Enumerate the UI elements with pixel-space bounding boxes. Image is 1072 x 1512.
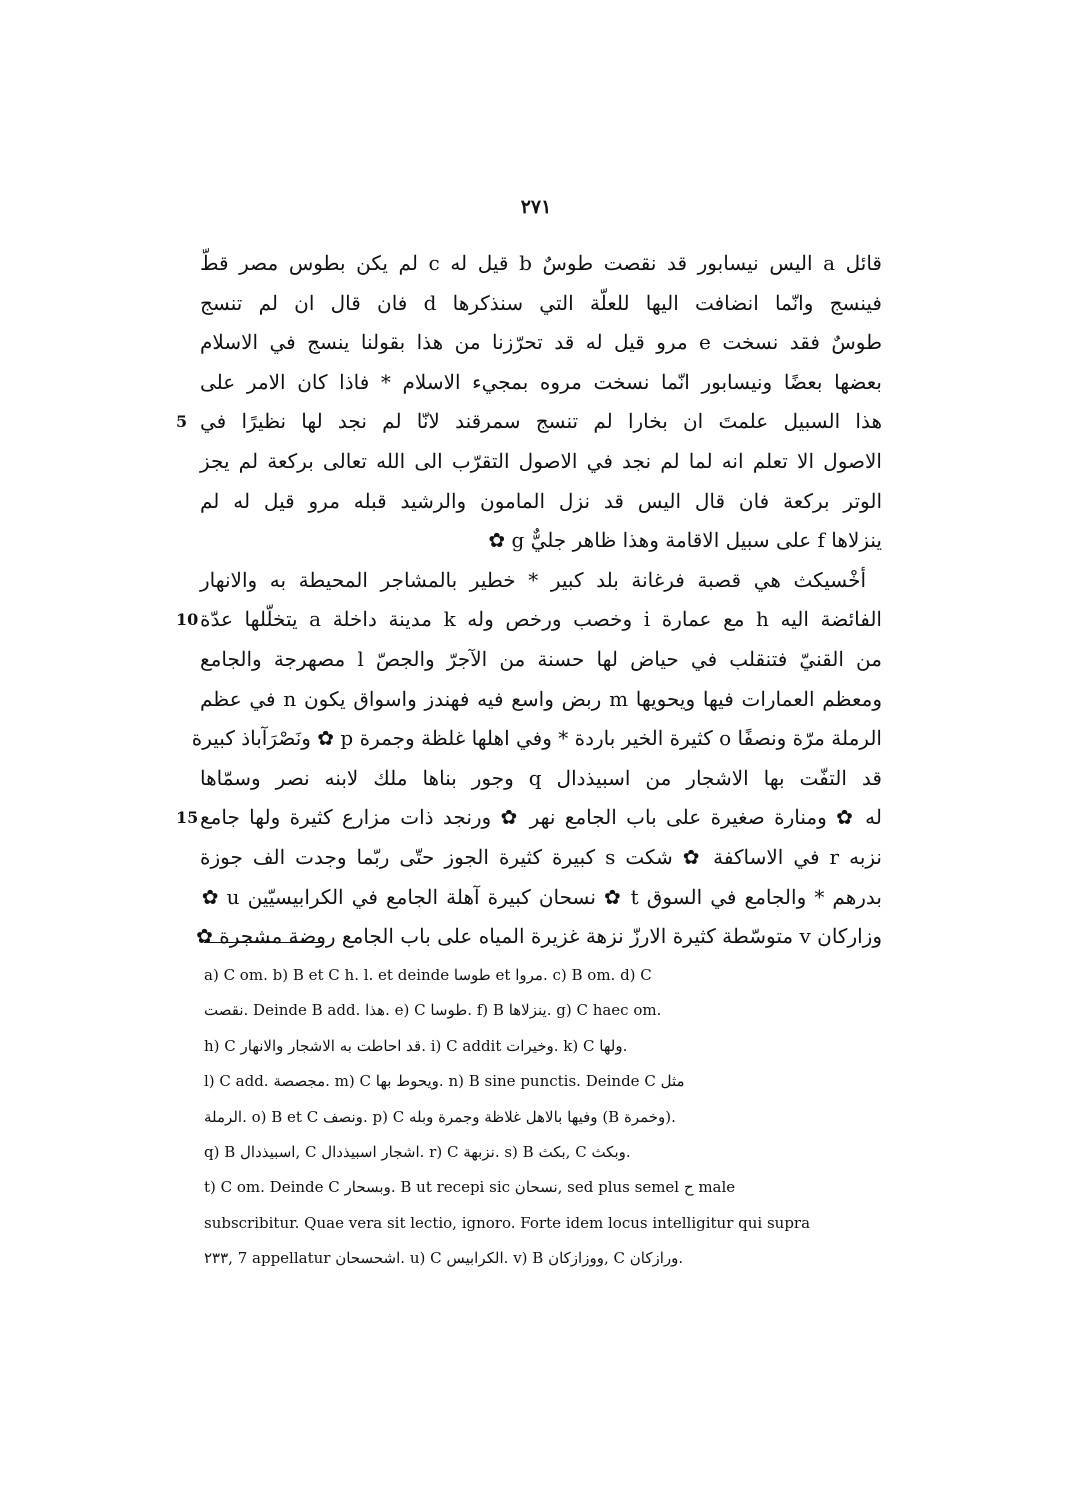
text-line (140, 482, 940, 522)
footnote-line: a) C om. b) B et C h. l. et deinde طوسا et مروا. c) B om. d) C (204, 966, 652, 984)
text-line-content: بعضها بعضًا ونيسابور انّما نسخت مروه بمجيء الاسلام * فاذا كان الامر على (200, 369, 882, 394)
line-number: 10 (176, 610, 199, 630)
text-line-content: قائل a اليس نيسابور قد نقصت طوسٌ b قيل له c لم يكن بطوس مصر قطّ (200, 251, 882, 275)
footnote-line: q) B اسبيذدال, C اشجار اسبيذدال. r) C نزبهة. s) B بكث, C وبكث. (204, 1142, 631, 1161)
text-line-content: فينسج وانّما انضافت اليها للعلّة التي سنذكرها d فان قال ان لم تنسج (200, 290, 882, 315)
text-line (140, 244, 940, 284)
text-line-content: أخْسيكث هي قصبة فرغانة بلد كبير * خطير بالمشاجر المحيطة به والانهار (200, 567, 866, 592)
footnote-line: subscribitur. Quae vera sit lectio, ignoro. Forte idem locus intelligitur qui supra (204, 1213, 811, 1232)
text-line-content: الاصول الا تعلم انه لما لم نجد في الاصول التقرّب الى الله تعالى بركعة لم يجز (200, 448, 882, 473)
text-line-content: ينزلاها f على سبيل الاقامة وهذا ظاهر جليٌّ g ✿ (488, 528, 882, 553)
text-line-content: وزاركان v متوسّطة كثيرة الارزّ نزهة غزيرة المياه على باب الجامع روضة مشجرة ✿ (196, 924, 882, 949)
main-text (140, 244, 940, 957)
text-line-content: بدرهم * والجامع في السوق t ✿ نسحان كبيرة آهلة الجامع في الكرابيسيّين u ✿ (200, 884, 882, 909)
footnote-line: h) C قد احاطت به الاشجار والانهار. i) C addit وخيرات. k) C ولها. (204, 1036, 628, 1055)
page-number: ۲۷۱ (520, 196, 552, 218)
footnote-line: t) C om. Deinde C وبسحار. B ut recepi sic نسحان, sed plus semel ح male (204, 1178, 736, 1197)
line-number: 15 (176, 808, 199, 828)
text-line-content: هذا السبيل علمتَ ان بخارا لم تنسج سمرقند لانّا لم نجد لها نظيرًا في (200, 409, 882, 434)
text-line (140, 442, 940, 482)
text-line (140, 838, 940, 878)
text-line (140, 719, 940, 759)
text-line (140, 878, 940, 918)
line-number: 5 (176, 412, 188, 432)
text-line (140, 798, 940, 838)
footnote-line: نقصت. Deinde B add. هذا. e) C طوسا. f) B ينزلاها. g) C haec om. (204, 1001, 662, 1020)
text-line (140, 561, 940, 601)
footnote-divider (204, 942, 322, 943)
text-line (140, 284, 940, 324)
text-line-content: الوتر بركعة فان قال اليس قد نزل المامون والرشيد قبله مرو قيل له لم (200, 488, 882, 513)
text-line-content: من القنيّ فتنقلب في حياض لها حسنة من الآجرّ والجصّ l مصهرجة والجامع (200, 646, 882, 671)
text-line-content: الرملة مرّة ونصفًا o كثيرة الخير باردة * وفي اهلها غلظة وجمرة p ✿ ونَصْرَآباذ كبيرة (191, 726, 882, 751)
text-line (140, 917, 940, 957)
footnote-line: l) C add. مجصصة. m) C ويحوط بها. n) B sine punctis. Deinde C مثل (204, 1072, 685, 1091)
text-line-content: نزبه r في الاساكفة ✿ شكت s كبيرة كثيرة الجوز حتّى ربّما وجدت الف جوزة (200, 844, 882, 869)
text-line-content: طوسٌ فقد نسخت e مرو قيل له قد تحرّزنا من هذا بقولنا ينسج في الاسلام (200, 330, 882, 355)
text-line (140, 640, 940, 680)
text-line-content: له ✿ ومنارة صغيرة على باب الجامع نهر ✿ ورنجد ذات مزارع كثيرة ولها جامع (200, 805, 882, 830)
footnote-line: ۲۳۳, 7 appellatur اشحسحان. u) C الكرابيس. v) B ووزازكان, C ورازكان. (204, 1249, 684, 1268)
footnote-line: الرملة. o) B et C ونصف. p) C وفيها بالاهل غلاظة وجمرة وبله (B وخمرة). (204, 1107, 676, 1126)
text-line-content: ومعظم العمارات فيها ويحويها m ربض واسع فيه فهندز واسواق يكون n في عظم (200, 686, 882, 711)
footnotes (204, 958, 867, 1277)
text-line (140, 323, 940, 363)
text-line (140, 680, 940, 720)
text-line (140, 600, 940, 640)
text-line (140, 759, 940, 799)
text-line (140, 363, 940, 403)
text-line (140, 521, 940, 561)
text-line (140, 402, 940, 442)
text-line-content: الفائضة اليه h مع عمارة i وخصب ورخص وله k مدينة داخلة a يتخلّلها عدّة (200, 607, 882, 632)
text-line-content: قد التفّت بها الاشجار من اسبيذدال q وجور بناها ملك لابنه نصر وسمّاها (200, 765, 882, 790)
